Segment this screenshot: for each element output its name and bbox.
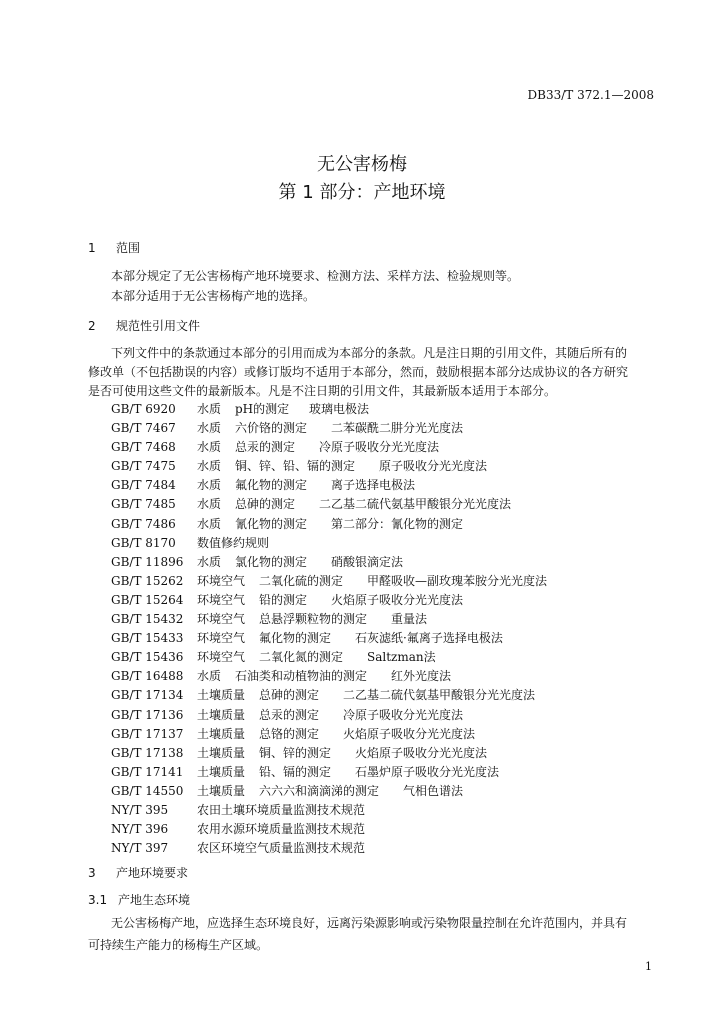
reference-method: 气相色谱法 [403,783,464,798]
reference-item: 氰化物的测定 [235,516,308,531]
reference-category: 土壤质量 [197,688,246,703]
reference-category: 水质 [197,669,222,684]
reference-code: GB/T 17138 [111,745,184,760]
reference-category: 土壤质量 [197,745,246,760]
reference-category: 农区环境空气质量监测技术规范 [197,841,366,856]
reference-category: 水质 [197,421,222,436]
reference-code: GB/T 17141 [111,764,184,779]
reference-item: 二氧化硫的测定 [259,573,344,588]
reference-method: 火焰原子吸收分光光度法 [355,745,488,760]
reference-item: 氟化物的测定 [235,478,308,493]
reference-code: GB/T 7468 [111,440,176,455]
document-number: DB33/T 372.1—2008 [527,88,654,102]
reference-category: 数值修约规则 [197,535,270,550]
reference-method: 冷原子吸收分光光度法 [319,440,440,455]
reference-category: 农田土壤环境质量监测技术规范 [197,802,366,817]
reference-code: GB/T 15262 [111,573,184,588]
section-1-para-2: 本部分适用于无公害杨梅产地的选择。 [111,289,316,303]
reference-code: GB/T 16488 [111,669,184,684]
reference-code: GB/T 7485 [111,497,176,512]
reference-item: 总汞的测定 [259,707,320,722]
section-3-1-para-line-1: 无公害杨梅产地，应选择生态环境良好，远离污染源影响或污染物限量控制在允许范围内，并具有 [111,916,628,930]
reference-item: 铜、锌的测定 [259,745,332,760]
reference-category: 环境空气 [197,592,246,607]
reference-category: 环境空气 [197,573,246,588]
reference-code: GB/T 6920 [111,402,176,416]
section-3-title: 产地环境要求 [116,866,189,880]
reference-code: GB/T 8170 [111,535,176,550]
reference-method: 二苯碳酰二肼分光光度法 [331,421,464,436]
reference-category: 水质 [197,516,222,531]
reference-item: 铅、镉的测定 [259,764,332,779]
reference-category: 土壤质量 [197,764,246,779]
reference-item: 总砷的测定 [235,497,296,512]
reference-code: GB/T 7484 [111,478,176,493]
document-subtitle: 第 1 部分：产地环境 [278,182,446,203]
section-1-title: 范围 [116,241,141,255]
reference-method: 二乙基二硫代氨基甲酸银分光光度法 [319,497,512,512]
reference-code: GB/T 17134 [111,688,184,703]
reference-item: 二氧化氮的测定 [259,650,344,665]
reference-method: 第二部分：氰化物的测定 [331,516,464,531]
reference-code: GB/T 17137 [111,726,184,741]
section-2-title: 规范性引用文件 [116,319,201,333]
reference-method: 甲醛吸收—副玫瑰苯胺分光光度法 [367,573,548,588]
reference-code: GB/T 15264 [111,592,184,607]
page-number: 1 [645,960,652,973]
section-2-para-line-2: 修改单（不包括勘误的内容）或修订版均不适用于本部分，然而，鼓励根据本部分达成协议的各方研究 [88,365,629,379]
reference-category: 环境空气 [197,631,246,646]
section-3-1-title: 产地生态环境 [118,893,191,907]
reference-category: 环境空气 [197,612,246,627]
reference-method: 石墨炉原子吸收分光光度法 [355,764,500,779]
reference-item: 总砷的测定 [259,688,320,703]
reference-category: 水质 [197,402,222,416]
section-3-1-para-line-2: 可持续生产能力的杨梅生产区域。 [88,938,269,952]
document-title: 无公害杨梅 [317,154,407,175]
section-3-1-heading [88,891,190,908]
reference-code: GB/T 14550 [111,783,184,798]
section-2-para-line-3: 是否可使用这些文件的最新版本。凡是不注日期的引用文件，其最新版本适用于本部分。 [88,384,557,398]
reference-code: NY/T 395 [111,802,169,817]
reference-item: 铜、锌、铅、镉的测定 [235,459,356,474]
reference-code: GB/T 15432 [111,612,184,627]
section-1-number: 1 [88,241,96,255]
reference-method: 火焰原子吸收分光光度法 [331,592,464,607]
reference-item: pH的测定 [235,402,290,416]
section-3-heading [88,864,188,881]
section-1-para-1: 本部分规定了无公害杨梅产地环境要求、检测方法、采样方法、检验规则等。 [111,269,520,283]
reference-item: 氯化物的测定 [235,554,308,569]
reference-code: GB/T 15436 [111,650,184,665]
reference-item: 六六六和滴滴涕的测定 [259,783,380,798]
reference-method: 硝酸银滴定法 [331,554,404,569]
reference-code: NY/T 397 [111,841,169,856]
section-2-number: 2 [88,319,96,333]
reference-category: 水质 [197,440,222,455]
reference-category: 水质 [197,554,222,569]
section-3-1-number: 3.1 [88,893,108,907]
reference-code: GB/T 17136 [111,707,184,722]
reference-category: 水质 [197,497,222,512]
reference-method: 二乙基二硫代氨基甲酸银分光光度法 [343,688,536,703]
reference-category: 农用水源环境质量监测技术规范 [197,822,366,837]
reference-category: 土壤质量 [197,783,246,798]
section-2-para-line-1: 下列文件中的条款通过本部分的引用而成为本部分的条款。凡是注日期的引用文件，其随后所有的 [111,346,628,360]
reference-category: 环境空气 [197,650,246,665]
reference-item: 铅的测定 [259,592,308,607]
reference-category: 土壤质量 [197,707,246,722]
reference-method: 离子选择电极法 [331,478,416,493]
reference-item: 总汞的测定 [235,440,296,455]
reference-method: Saltzman法 [367,650,436,665]
reference-method: 冷原子吸收分光光度法 [343,707,464,722]
reference-method: 重量法 [391,612,428,627]
reference-method: 玻璃电极法 [309,402,370,416]
section-1-heading [88,239,140,256]
reference-code: GB/T 7475 [111,459,176,474]
reference-code: GB/T 15433 [111,631,184,646]
reference-code: GB/T 7486 [111,516,176,531]
reference-method: 火焰原子吸收分光光度法 [343,726,476,741]
reference-item: 总铬的测定 [259,726,320,741]
section-3-number: 3 [88,866,96,880]
reference-category: 水质 [197,478,222,493]
reference-category: 水质 [197,459,222,474]
reference-method: 原子吸收分光光度法 [379,459,488,474]
reference-method: 红外光度法 [391,669,452,684]
reference-method: 石灰滤纸·氟离子选择电极法 [355,631,503,646]
section-2-heading [88,317,200,334]
reference-code: NY/T 396 [111,822,169,837]
reference-code: GB/T 7467 [111,421,176,436]
reference-item: 氟化物的测定 [259,631,332,646]
reference-item: 六价铬的测定 [235,421,308,436]
reference-item: 石油类和动植物油的测定 [235,669,368,684]
reference-code: GB/T 11896 [111,554,184,569]
reference-category: 土壤质量 [197,726,246,741]
reference-item: 总悬浮颗粒物的测定 [259,612,368,627]
